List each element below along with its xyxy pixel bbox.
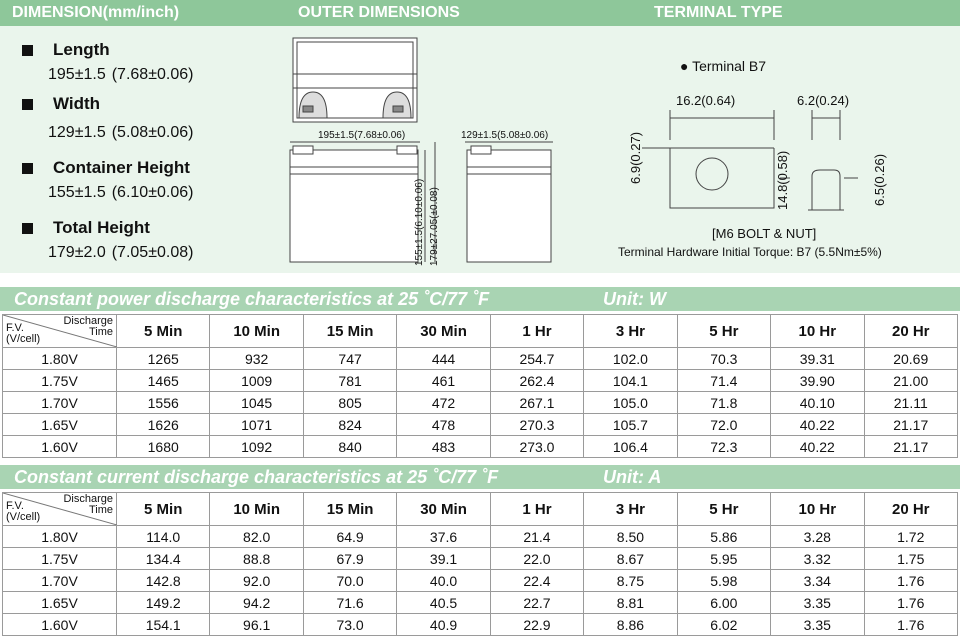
value-cell: 37.6 [397,526,490,548]
value-cell: 40.22 [771,436,864,458]
header-outer-band [290,0,960,26]
value-cell: 1.76 [864,592,958,614]
value-cell: 254.7 [490,348,583,370]
header-dimension: DIMENSION(mm/inch) [12,4,180,21]
value-cell: 40.9 [397,614,490,636]
column-header: 5 Min [117,493,210,526]
column-header: 20 Hr [864,493,958,526]
column-header: 15 Min [303,315,396,348]
value-cell: 21.4 [490,526,583,548]
drawing-width-label: 129±1.5(5.08±0.06) [461,130,549,141]
value-cell: 1009 [210,370,303,392]
value-cell: 1556 [117,392,210,414]
table-corner-cell [3,315,117,348]
dim-inch: (6.10±0.06) [111,184,194,201]
column-header: 20 Hr [864,315,958,348]
battery-top-view [293,38,417,122]
value-cell: 3.35 [771,614,864,636]
fv-cell: 1.60V [3,436,117,458]
value-cell: 67.9 [303,548,396,570]
current-discharge-table [2,492,958,636]
table-header-row [3,493,958,526]
column-header: 10 Hr [771,315,864,348]
power-table-unit: Unit: W [603,289,666,309]
header-dimension-band [0,0,290,26]
value-cell: 6.02 [677,614,770,636]
dim-mm: 155±1.5 [48,184,106,201]
value-cell: 1.75 [864,548,958,570]
value-cell: 88.8 [210,548,303,570]
value-cell: 21.00 [864,370,958,392]
value-cell: 1.76 [864,614,958,636]
dim-mm: 195±1.5 [48,66,106,83]
value-cell: 71.8 [677,392,770,414]
value-cell: 3.35 [771,592,864,614]
value-cell: 932 [210,348,303,370]
value-cell: 39.90 [771,370,864,392]
drawing-total-height-label: 179±27.05(±0.08) [429,187,440,266]
table-row [3,526,958,548]
value-cell: 70.3 [677,348,770,370]
table-row [3,570,958,592]
value-cell: 20.69 [864,348,958,370]
column-header: 1 Hr [490,315,583,348]
value-cell: 273.0 [490,436,583,458]
table-row [3,436,958,458]
column-header: 10 Min [210,315,303,348]
value-cell: 8.67 [584,548,677,570]
value-cell: 840 [303,436,396,458]
fv-cell: 1.75V [3,370,117,392]
value-cell: 40.5 [397,592,490,614]
value-cell: 1265 [117,348,210,370]
corner-discharge-label: Discharge Time [63,493,113,516]
terminal-bolt: [M6 BOLT & NUT] [712,226,817,241]
battery-outline-drawing [285,32,565,272]
table-row [3,614,958,636]
value-cell: 64.9 [303,526,396,548]
value-cell: 461 [397,370,490,392]
value-cell: 40.22 [771,414,864,436]
table-row [3,370,958,392]
fv-cell: 1.65V [3,592,117,614]
value-cell: 1045 [210,392,303,414]
battery-side-view [465,142,553,262]
column-header: 1 Hr [490,493,583,526]
value-cell: 1680 [117,436,210,458]
dim-label: Container Height [53,158,190,177]
table-row [3,592,958,614]
value-cell: 5.98 [677,570,770,592]
value-cell: 5.86 [677,526,770,548]
fv-cell: 1.80V [3,526,117,548]
value-cell: 96.1 [210,614,303,636]
power-table-title: Constant power discharge characteristics at 25 ˚C/77 ˚F [14,289,490,309]
spec-panel [0,26,960,273]
power-discharge-table [2,314,958,458]
value-cell: 149.2 [117,592,210,614]
value-cell: 805 [303,392,396,414]
table-row [3,392,958,414]
column-header: 5 Hr [677,493,770,526]
value-cell: 22.4 [490,570,583,592]
value-cell: 21.17 [864,436,958,458]
power-table-bar [0,287,960,311]
value-cell: 8.86 [584,614,677,636]
current-table-title: Constant current discharge characteristics at 25 ˚C/77 ˚F [14,467,499,487]
terminal-dim-a: 16.2(0.64) [676,93,736,108]
value-cell: 142.8 [117,570,210,592]
corner-discharge-label: Discharge Time [63,315,113,338]
dim-mm: 179±2.0 [48,244,106,261]
terminal-torque: Terminal Hardware Initial Torque: B7 (5.5Nm±5%) [618,245,882,259]
table-corner-cell [3,493,117,526]
table-header-row [3,315,958,348]
terminal-drawing [630,88,890,218]
value-cell: 1626 [117,414,210,436]
header-outer: OUTER DIMENSIONS [298,4,460,21]
drawing-length-label: 195±1.5(7.68±0.06) [318,130,406,141]
value-cell: 104.1 [584,370,677,392]
value-cell: 444 [397,348,490,370]
column-header: 5 Min [117,315,210,348]
dim-inch: (5.08±0.06) [111,124,194,141]
column-header: 5 Hr [677,315,770,348]
value-cell: 472 [397,392,490,414]
dim-width [22,94,193,142]
column-header: 30 Min [397,315,490,348]
value-cell: 747 [303,348,396,370]
header-terminal: TERMINAL TYPE [654,4,783,21]
value-cell: 39.1 [397,548,490,570]
fv-cell: 1.70V [3,570,117,592]
table-row [3,548,958,570]
dim-label: Width [53,94,101,113]
bullet-dot-icon: ● [680,58,689,74]
table-row [3,414,958,436]
value-cell: 824 [303,414,396,436]
value-cell: 94.2 [210,592,303,614]
value-cell: 483 [397,436,490,458]
drawing-container-height-label: 155±1.5(6.10±0.06) [414,178,425,266]
bullet-square-icon [22,99,33,110]
value-cell: 72.0 [677,414,770,436]
value-cell: 134.4 [117,548,210,570]
value-cell: 106.4 [584,436,677,458]
value-cell: 71.4 [677,370,770,392]
terminal-dim-b: 6.2(0.24) [797,93,850,108]
column-header: 10 Min [210,493,303,526]
dim-container-height [22,158,193,202]
corner-fv-label: F.V. (V/cell) [6,322,41,345]
value-cell: 6.00 [677,592,770,614]
value-cell: 3.34 [771,570,864,592]
dim-length [22,40,193,84]
value-cell: 105.7 [584,414,677,436]
column-header: 3 Hr [584,493,677,526]
column-header: 10 Hr [771,493,864,526]
value-cell: 781 [303,370,396,392]
value-cell: 270.3 [490,414,583,436]
terminal-dim-e: 6.5(0.26) [872,153,887,206]
column-header: 30 Min [397,493,490,526]
value-cell: 8.81 [584,592,677,614]
fv-cell: 1.60V [3,614,117,636]
bullet-square-icon [22,45,33,56]
value-cell: 21.11 [864,392,958,414]
value-cell: 22.9 [490,614,583,636]
current-table-bar [0,465,960,489]
value-cell: 105.0 [584,392,677,414]
value-cell: 92.0 [210,570,303,592]
value-cell: 154.1 [117,614,210,636]
value-cell: 5.95 [677,548,770,570]
value-cell: 39.31 [771,348,864,370]
value-cell: 478 [397,414,490,436]
value-cell: 40.10 [771,392,864,414]
dim-total-height [22,218,193,262]
dim-label: Length [53,40,110,59]
value-cell: 1.76 [864,570,958,592]
fv-cell: 1.75V [3,548,117,570]
value-cell: 267.1 [490,392,583,414]
value-cell: 102.0 [584,348,677,370]
dim-mm: 129±1.5 [48,124,106,141]
value-cell: 1092 [210,436,303,458]
value-cell: 73.0 [303,614,396,636]
dim-label: Total Height [53,218,150,237]
fv-cell: 1.80V [3,348,117,370]
column-header: 3 Hr [584,315,677,348]
value-cell: 114.0 [117,526,210,548]
value-cell: 71.6 [303,592,396,614]
value-cell: 21.17 [864,414,958,436]
value-cell: 1.72 [864,526,958,548]
terminal-name: Terminal B7 [692,58,767,74]
value-cell: 22.7 [490,592,583,614]
terminal-bullet [680,58,766,74]
value-cell: 72.3 [677,436,770,458]
value-cell: 70.0 [303,570,396,592]
current-table-unit: Unit: A [603,467,662,487]
value-cell: 3.32 [771,548,864,570]
value-cell: 1465 [117,370,210,392]
dim-inch: (7.68±0.06) [111,66,194,83]
value-cell: 262.4 [490,370,583,392]
fv-cell: 1.65V [3,414,117,436]
dim-inch: (7.05±0.08) [111,244,194,261]
terminal-dim-c: 6.9(0.27) [628,131,643,184]
fv-cell: 1.70V [3,392,117,414]
value-cell: 8.50 [584,526,677,548]
terminal-dim-d: 14.8(0.58) [775,150,790,210]
value-cell: 40.0 [397,570,490,592]
value-cell: 22.0 [490,548,583,570]
value-cell: 82.0 [210,526,303,548]
bullet-square-icon [22,223,33,234]
value-cell: 1071 [210,414,303,436]
value-cell: 3.28 [771,526,864,548]
value-cell: 8.75 [584,570,677,592]
column-header: 15 Min [303,493,396,526]
bullet-square-icon [22,163,33,174]
corner-fv-label: F.V. (V/cell) [6,500,41,523]
table-row [3,348,958,370]
